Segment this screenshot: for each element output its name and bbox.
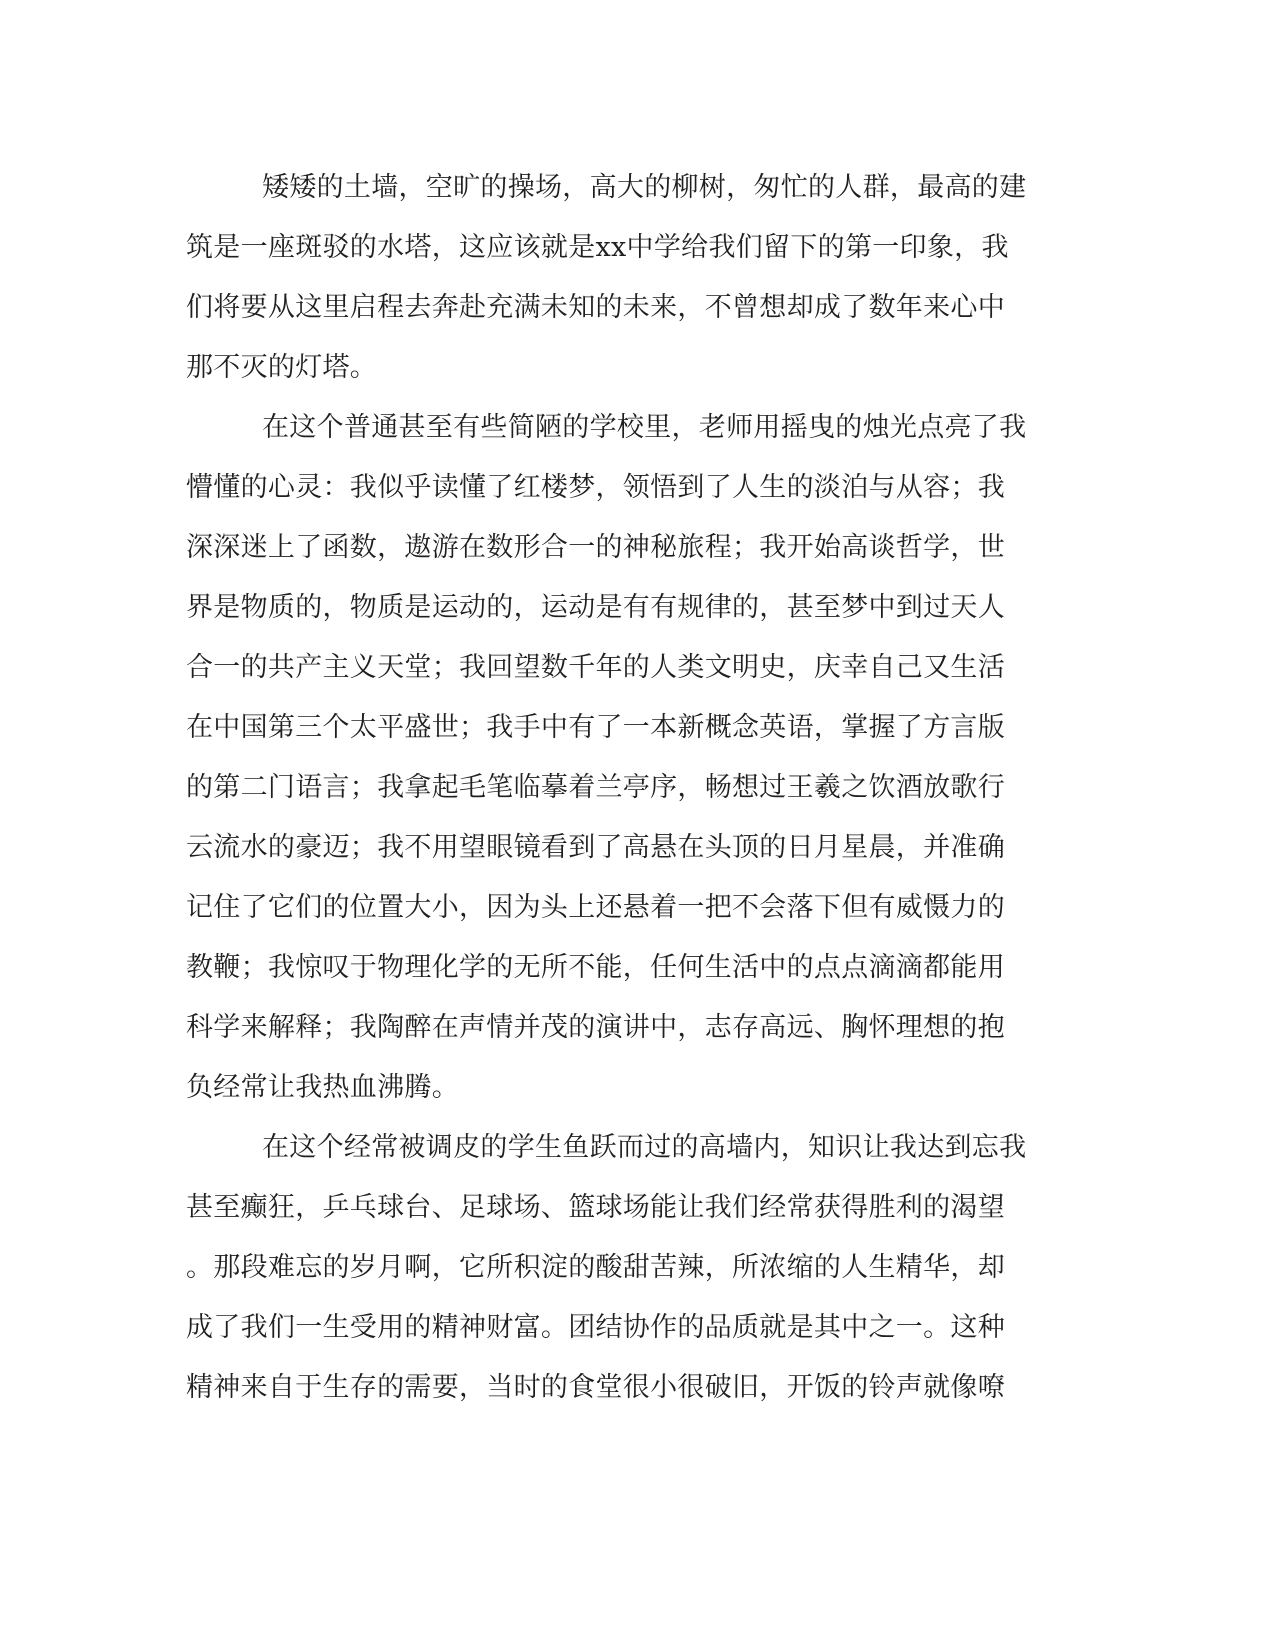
paragraph-3 [186, 1118, 1066, 1418]
text-line: 那不灭的灯塔。 [186, 352, 378, 383]
text-line: 甚至癫狂，乒乓球台、足球场、篮球场能让我们经常获得胜利的渴望 [186, 1192, 1005, 1223]
text-line: 在这个普通甚至有些简陋的学校里，老师用摇曳的烛光点亮了我 [262, 412, 1027, 443]
text-line: 负经常让我热血沸腾。 [186, 1072, 459, 1103]
text-line: 教鞭；我惊叹于物理化学的无所不能，任何生活中的点点滴滴都能用 [186, 952, 1005, 983]
paragraph-2 [186, 398, 1066, 1118]
text-line: 。那段难忘的岁月啊，它所积淀的酸甜苦辣，所浓缩的人生精华，却 [186, 1252, 1005, 1283]
text-line: 在中国第三个太平盛世；我手中有了一本新概念英语，掌握了方言版 [186, 712, 1005, 743]
text-line: 记住了它们的位置大小，因为头上还悬着一把不会落下但有威慑力的 [186, 892, 1005, 923]
text-line: 的第二门语言；我拿起毛笔临摹着兰亭序，畅想过王羲之饮酒放歌行 [186, 772, 1005, 803]
text-line: 矮矮的土墙，空旷的操场，高大的柳树，匆忙的人群，最高的建 [262, 172, 1027, 203]
text-line: 懵懂的心灵：我似乎读懂了红楼梦，领悟到了人生的淡泊与从容；我 [186, 472, 1005, 503]
text-line: 成了我们一生受用的精神财富。团结协作的品质就是其中之一。这种 [186, 1312, 1005, 1343]
paragraph-1 [186, 158, 1066, 398]
text-line: 在这个经常被调皮的学生鱼跃而过的高墙内，知识让我达到忘我 [262, 1132, 1027, 1163]
document-body [186, 158, 1066, 1418]
text-line: 们将要从这里启程去奔赴充满未知的未来，不曾想却成了数年来心中 [186, 292, 1005, 323]
text-line: 精神来自于生存的需要，当时的食堂很小很破旧，开饭的铃声就像嘹 [186, 1372, 1005, 1403]
text-line: 云流水的豪迈；我不用望眼镜看到了高悬在头顶的日月星晨，并准确 [186, 832, 1005, 863]
text-line: 深深迷上了函数，遨游在数形合一的神秘旅程；我开始高谈哲学，世 [186, 532, 1005, 563]
text-line: 界是物质的，物质是运动的，运动是有有规律的，甚至梦中到过天人 [186, 592, 1005, 623]
text-line: 合一的共产主义天堂；我回望数千年的人类文明史，庆幸自己又生活 [186, 652, 1005, 683]
text-line: 科学来解释；我陶醉在声情并茂的演讲中，志存高远、胸怀理想的抱 [186, 1012, 1005, 1043]
text-line: 筑是一座斑驳的水塔，这应该就是xx中学给我们留下的第一印象，我 [186, 232, 1009, 263]
